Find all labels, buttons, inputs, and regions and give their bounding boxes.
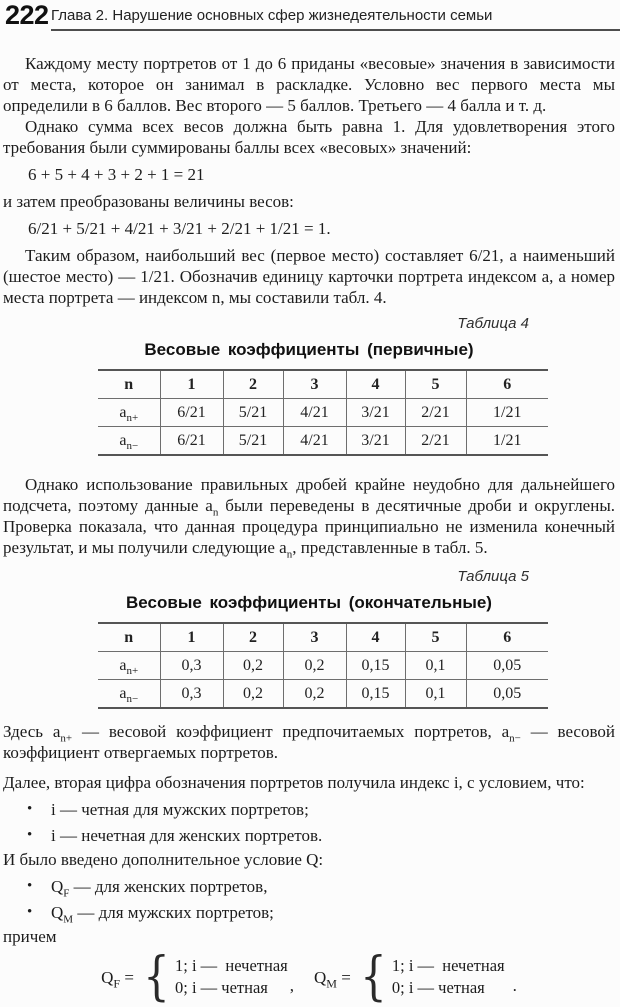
qm-case-bottom: 0; i — четная (391, 978, 485, 997)
table-cell: 0,3 (160, 680, 223, 709)
running-head (3, 0, 615, 32)
table5-header-4: 4 (346, 623, 405, 652)
table-cell: 1/21 (466, 399, 548, 427)
qf-case-bottom: 0; i — четная (175, 978, 268, 997)
qf-lhs: $Q_F$ = (101, 967, 134, 990)
table-cell: 0,2 (283, 680, 346, 709)
table5-header-2: 2 (223, 623, 283, 652)
table-cell: 0,3 (160, 652, 223, 680)
table-cell: 6/21 (160, 427, 223, 456)
qm-cases (392, 955, 505, 999)
list-item (3, 876, 615, 900)
body-text (3, 53, 615, 1007)
table4-title: Весовые коэффициенты (первичные) (144, 340, 474, 359)
bullet-icon: • (27, 827, 33, 843)
table-cell: 3/21 (346, 399, 405, 427)
qm-lhs: $Q_M$ = (314, 967, 351, 990)
formula-separator: , (289, 976, 294, 995)
bullet-i-odd: i — нечетная для женских портретов. (51, 826, 323, 845)
paragraph-coefficient-legend: Здесь $a_{n+}$ — весовой коэффициент предпочитаемых портретов, $a_{n-}$ — весовой коэффициент отвергаемых портретов. (3, 722, 615, 762)
list-item (3, 799, 615, 820)
paragraph-moreover: причем (3, 927, 57, 946)
table4-header-6: 6 (466, 370, 548, 399)
table4-caption: Таблица 4 (457, 315, 529, 332)
table4-row-plus-label: $a_{n+}$ (119, 404, 139, 425)
table5-title: Весовые коэффициенты (окончательные) (126, 593, 492, 612)
table-cell: 0,05 (466, 652, 548, 680)
table-row (98, 680, 548, 709)
q-case-formulas (3, 947, 615, 1007)
paragraph-condition-q: И было введено дополнительное условие Q: (3, 850, 324, 869)
bullet-icon: • (27, 904, 33, 920)
table4-header-1: 1 (160, 370, 223, 399)
table-row (98, 399, 548, 427)
table-cell: 4/21 (283, 399, 346, 427)
table-cell: 4/21 (283, 427, 346, 456)
table5-header-1: 1 (160, 623, 223, 652)
table5-header-3: 3 (283, 623, 346, 652)
table5-header-n: n (124, 629, 134, 646)
paragraph-decimal-conversion: Однако использование правильных дробей крайне неудобно для дальнейшего подсчета, поэтому данные $a_n$ были переведены в десятичные дроби и округлены. Проверка показала, что данная процедура принципиально не изменила конечный результат, и мы получили следующие $a_n$, представленные в табл. 5. (3, 475, 615, 561)
bullet-icon: • (27, 878, 33, 894)
formula-weights: 6/21 + 5/21 + 4/21 + 3/21 + 2/21 + 1/21 = 1. (28, 219, 331, 238)
table-row (98, 427, 548, 456)
bullet-icon: • (27, 801, 33, 817)
table-cell: 5/21 (223, 427, 283, 456)
table4-header-2: 2 (223, 370, 283, 399)
qm-case-top: 1; i — нечетная (391, 956, 505, 975)
table5-weights-final (98, 622, 548, 709)
list-item (3, 825, 615, 846)
table5-row-plus-label: $a_{n+}$ (119, 657, 139, 678)
bullet-i-even: i — четная для мужских портретов; (51, 800, 309, 819)
table-cell: 0,2 (283, 652, 346, 680)
table-cell: 0,15 (346, 680, 405, 709)
table-row (98, 623, 548, 652)
qf-case-top: 1; i — нечетная (175, 956, 288, 975)
bullet-qm: $Q_M$ — для мужских портретов; (51, 903, 274, 926)
table-cell: 0,05 (466, 680, 548, 709)
table-cell: 2/21 (405, 399, 466, 427)
page-number: 222 (5, 0, 49, 30)
table-row (98, 370, 548, 399)
table-cell: 0,15 (346, 652, 405, 680)
formula-period: . (512, 976, 517, 995)
bullet-qf: $Q_F$ — для женских портретов, (51, 877, 268, 900)
paragraph-sum-condition: Однако сумма всех весов должна быть равна 1. Для удовлетворения этого требования были суммированы баллы всех «весовых» значений: (3, 117, 615, 157)
formula-sum: 6 + 5 + 4 + 3 + 2 + 1 = 21 (28, 165, 205, 184)
left-brace-icon: { (360, 947, 387, 1007)
table-cell: 2/21 (405, 427, 466, 456)
table4-header-3: 3 (283, 370, 346, 399)
table-cell: 1/21 (466, 427, 548, 456)
table4-header-5: 5 (405, 370, 466, 399)
paragraph-weights-intro: Каждому месту портретов от 1 до 6 приданы «весовые» значения в зависимости от места, которое он занимал в раскладке. Условно вес первого места мы определили в 6 баллов. Вес второго — 5 баллов. Третьего — 4 балла и т. д. (3, 54, 615, 115)
table-cell: 5/21 (223, 399, 283, 427)
chapter-header: Глава 2. Нарушение основных сфер жизнедеятельности семьи (51, 7, 493, 24)
table4-header-4: 4 (346, 370, 405, 399)
header-rule (51, 29, 620, 31)
paragraph-transform: и затем преобразованы величины весов: (3, 192, 294, 211)
table-cell: 0,1 (405, 680, 466, 709)
table5-row-minus-label: $a_{n-}$ (119, 685, 139, 706)
table4-row-minus-label: $a_{n-}$ (119, 432, 139, 453)
table-cell: 6/21 (160, 399, 223, 427)
table-row (98, 652, 548, 680)
table4-header-n: n (124, 376, 134, 393)
table-cell: 0,2 (223, 652, 283, 680)
paragraph-index-i: Далее, вторая цифра обозначения портретов получила индекс i, с условием, что: (3, 773, 585, 792)
table-cell: 0,1 (405, 652, 466, 680)
table5-header-6: 6 (466, 623, 548, 652)
table-cell: 3/21 (346, 427, 405, 456)
paragraph-largest-weight: Таким образом, наибольший вес (первое место) составляет 6/21, а наименьший (шестое место) — 1/21. Обозначив единицу карточки портрета индексом a, а номер места портрета — индексом n, мы составили табл. 4. (3, 246, 615, 307)
qf-cases (175, 955, 288, 999)
left-brace-icon: { (143, 947, 170, 1007)
table4-weights-primary (98, 369, 548, 456)
table-cell: 0,2 (223, 680, 283, 709)
table5-header-5: 5 (405, 623, 466, 652)
list-item (3, 902, 615, 926)
table5-caption: Таблица 5 (457, 568, 529, 585)
